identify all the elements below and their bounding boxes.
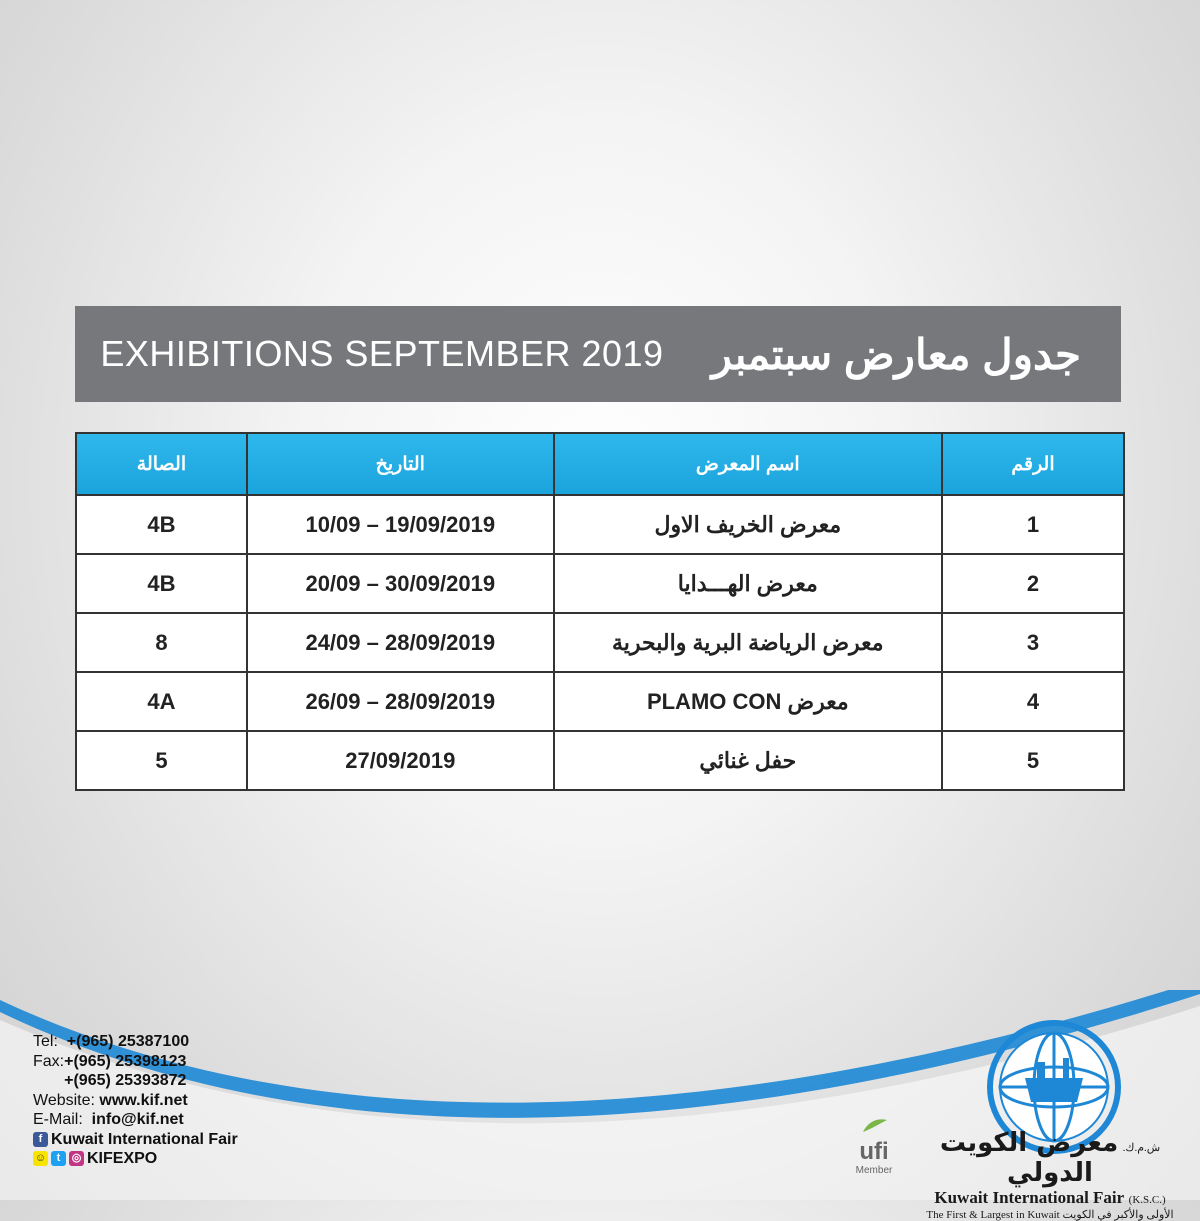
title-bar — [75, 306, 1121, 402]
website-label: Website: — [33, 1091, 95, 1109]
row-date: 20/09 – 30/09/2019 — [247, 554, 554, 613]
row-name: معرض الهـــدايا — [554, 554, 942, 613]
row-number: 2 — [942, 554, 1124, 613]
facebook-icon[interactable]: f — [33, 1132, 48, 1147]
facebook-row — [33, 1130, 238, 1150]
row-hall: 8 — [76, 613, 247, 672]
ufi-member: Member — [855, 1165, 893, 1176]
logo-tagline-ar: الأولى والأكبر في الكويت — [1062, 1209, 1174, 1221]
fax-row-2 — [33, 1071, 238, 1091]
row-date: 24/09 – 28/09/2019 — [247, 613, 554, 672]
tel-label: Tel: — [33, 1033, 58, 1050]
title-arabic: جدول معارض سبتمبر — [711, 330, 1081, 378]
row-name: معرض PLAMO CON — [554, 672, 942, 731]
table-row — [76, 495, 1124, 554]
table-row — [76, 554, 1124, 613]
row-date: 26/09 – 28/09/2019 — [247, 672, 554, 731]
ufi-leaf-icon — [859, 1118, 889, 1134]
row-date: 10/09 – 19/09/2019 — [247, 495, 554, 554]
header-number: الرقم — [942, 433, 1124, 495]
logo-arabic: معرض الكويت الدولي — [939, 1128, 1119, 1188]
row-name: معرض الخريف الاول — [554, 495, 942, 554]
email-row — [33, 1110, 238, 1130]
social-handle: KIFEXPO — [87, 1150, 158, 1167]
row-name: حفل غنائي — [554, 731, 942, 790]
fax-value-1: +(965) 25398123 — [64, 1052, 187, 1070]
exhibitions-table — [75, 432, 1125, 791]
row-number: 3 — [942, 613, 1124, 672]
kif-logo-text — [905, 1128, 1195, 1221]
fax-label: Fax: — [33, 1052, 65, 1070]
ufi-text: ufi — [859, 1138, 889, 1165]
header-hall: الصالة — [76, 433, 247, 495]
social-row — [33, 1149, 238, 1169]
row-hall: 5 — [76, 731, 247, 790]
ufi-badge — [848, 1118, 900, 1176]
table-row — [76, 731, 1124, 790]
tel-value: +(965) 25387100 — [66, 1033, 190, 1050]
row-number: 4 — [942, 672, 1124, 731]
logo-english: Kuwait International Fair — [934, 1188, 1125, 1207]
table-header-row — [76, 433, 1124, 495]
logo-arabic-row — [905, 1128, 1195, 1188]
header-name: اسم المعرض — [554, 433, 942, 495]
logo-tagline-en: The First & Largest in Kuwait — [926, 1209, 1060, 1221]
row-hall: 4B — [76, 554, 247, 613]
title-english: EXHIBITIONS SEPTEMBER 2019 — [100, 333, 664, 374]
row-date: 27/09/2019 — [247, 731, 554, 790]
fax-value-2: +(965) 25393872 — [64, 1072, 187, 1089]
row-hall: 4B — [76, 495, 247, 554]
instagram-icon[interactable]: ◎ — [69, 1151, 84, 1166]
table-row — [76, 672, 1124, 731]
logo-tagline — [905, 1208, 1195, 1221]
logo-english-suffix: (K.S.C.) — [1128, 1194, 1166, 1206]
email-link[interactable]: info@kif.net — [91, 1111, 184, 1128]
email-label: E-Mail: — [33, 1111, 83, 1128]
table-row — [76, 613, 1124, 672]
contact-block — [33, 1032, 238, 1169]
logo-english-row — [905, 1188, 1195, 1208]
header-date: التاريخ — [247, 433, 554, 495]
website-row — [33, 1091, 238, 1111]
row-name: معرض الرياضة البرية والبحرية — [554, 613, 942, 672]
snapchat-icon[interactable]: ☺ — [34, 1152, 47, 1165]
website-link[interactable]: www.kif.net — [99, 1091, 188, 1109]
tel-row — [33, 1032, 238, 1052]
row-number: 1 — [942, 495, 1124, 554]
twitter-icon[interactable]: t — [51, 1151, 66, 1166]
row-hall: 4A — [76, 672, 247, 731]
fax-row — [33, 1052, 238, 1072]
facebook-name[interactable]: Kuwait International Fair — [51, 1130, 238, 1148]
logo-arabic-suffix: ش.م.ك. — [1122, 1142, 1161, 1154]
row-number: 5 — [942, 731, 1124, 790]
